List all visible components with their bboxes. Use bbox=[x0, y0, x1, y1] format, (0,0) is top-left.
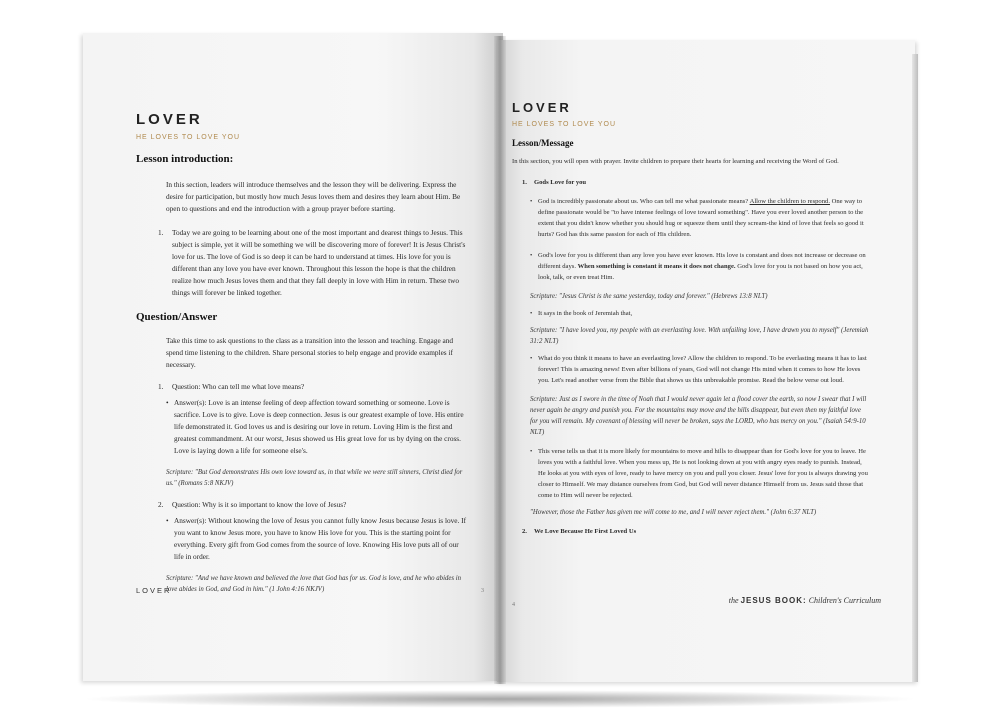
scripture-1-john: Scripture: "And we have known and believed the love that God has for us. God is love, and he who abides in love abides in God, and God in him." (1 John 4:16 NKJV) bbox=[166, 575, 462, 593]
point-number: 1. bbox=[522, 179, 527, 186]
answer-2 bbox=[166, 515, 466, 563]
item-text: Today we are going to be learning about one of the most important and dearest things to Jesus. This subject is simple, yet it will be something we will be discovering more of forever! It is Jesus Christ's love for us. The love of God is so deep it can be hard to understand at times. His love for you is different than any love you have ever known. Throughout this lesson the hope is that the children realize how much Jesus loves them and that they fall deeply in love with Him in return. These two things will forever be linked together. bbox=[172, 228, 466, 297]
question-answer-heading: Question/Answer bbox=[136, 311, 218, 323]
answer-1 bbox=[166, 397, 466, 457]
bullet-text-main: God's love for you is different than any love you have ever known. His love is constant and does not increase or decrease on different days. bbox=[538, 252, 866, 270]
question-2 bbox=[158, 499, 466, 511]
bullet: • bbox=[166, 516, 169, 525]
bullet-text: What do you think it means to have an everlasting love? Allow the children to respond. To be everlasting means it has to last forever! This is amazing news! Even after billions of years, God will not change His mind when it comes to how He loves you. Let's read another verse from the Bible that shows us this unbreakable promise. Read the below verse out loud. bbox=[538, 355, 867, 384]
point-2 bbox=[522, 526, 870, 537]
bullet: • bbox=[166, 398, 169, 407]
lesson-message-heading: Lesson/Message bbox=[512, 138, 574, 148]
lesson-introduction-heading: Lesson introduction: bbox=[136, 153, 234, 165]
point-title: We Love Because He First Loved Us bbox=[534, 528, 637, 535]
book-spine bbox=[494, 36, 506, 684]
answer-text: Answer(s): Love is an intense feeling of deep affection toward something or someone. Love is sacrifice. Love is to give. Love is deep connection. Jesus is our greatest example of love. His entire life demonstrated it. God loves us and is desiring our love in return. Loving Him is the first and greatest commandment. At our worst, Jesus showed us His great love for us by dying on the cross. Love is laying down a life for someone else's. bbox=[174, 398, 464, 455]
scripture-hebrews: Scripture: "Jesus Christ is the same yesterday, today and forever." (Hebrews 13:8 NLT) bbox=[530, 293, 768, 300]
bullet: • bbox=[530, 252, 533, 259]
point-number: 2. bbox=[522, 528, 527, 535]
scripture-isaiah: Scripture: Just as I swore in the time of Noah that I would never again let a flood cover the earth, so now I swear that I will never again be angry and punish you. For the mountains may move and the hills disappear, but even then my faithful love for you will remain. My covenant of blessing will never be broken, says the LORD, who has mercy on you." (Isaiah 54:9-10 NLT) bbox=[530, 396, 867, 436]
left-brand-title: LOVER bbox=[136, 111, 203, 128]
footer-subtitle: Children's Curriculum bbox=[808, 596, 881, 605]
question-1 bbox=[158, 381, 466, 393]
bold-definition: When something is constant it means it does not change. bbox=[577, 263, 736, 270]
intro-item-1 bbox=[158, 227, 466, 299]
bullet-mountains bbox=[530, 446, 870, 501]
question-number: 1. bbox=[158, 382, 164, 391]
question-number: 2. bbox=[158, 500, 164, 509]
bullet-text bbox=[538, 250, 870, 283]
bullet-text bbox=[538, 196, 870, 240]
bullet: • bbox=[530, 448, 533, 455]
item-number: 1. bbox=[158, 228, 164, 237]
right-page-number: 4 bbox=[512, 602, 515, 608]
footer-the: the bbox=[728, 596, 739, 605]
right-brand-subtitle: HE LOVES TO LOVE YOU bbox=[512, 121, 617, 128]
right-brand-title: LOVER bbox=[512, 100, 572, 115]
bullet-text-main: God is incredibly passionate about us. Who can tell me what passionate means? bbox=[538, 198, 749, 205]
bullet-text-rest: God's love for you is not based on how you act, look, talk, or even treat Him. bbox=[538, 263, 863, 281]
scripture-john: "However, those the Father has given me will come to me, and I will never reject them." (John 6:37 NLT) bbox=[530, 509, 817, 516]
intro-paragraph: In this section, leaders will introduce themselves and the lesson they will be delivering. Express the desire for participation, but mostly how much Jesus loves them and desires they learn about Him. Be open to questions and end the introduction with a group prayer before starting. bbox=[166, 180, 461, 213]
question-text: Question: Why is it so important to know the love of Jesus? bbox=[172, 500, 347, 509]
bullet-text: It says in the book of Jeremiah that, bbox=[538, 310, 633, 317]
bullet: • bbox=[530, 355, 533, 362]
scripture-romans: Scripture: "But God demonstrates His own love toward us, in that while we were still sinners, Christ died for us." (Romans 5:8 NKJV) bbox=[166, 469, 463, 487]
left-page-number: 3 bbox=[481, 588, 484, 594]
bullet-passionate bbox=[530, 196, 870, 240]
scripture-jeremiah: Scripture: "I have loved you, my people with an everlasting love. With unfailing love, I have drawn you to myself" (Jeremiah 31:2 NLT) bbox=[530, 327, 869, 345]
bullet-text-rest: One way to define passionate would be "to have intense feelings of love toward something". Have you ever loved another person to the extent that you didn't know whether you should hug or squeeze them until they scream-the kind of love that feels so good it hurts? God has this same passion for each of His children. bbox=[538, 198, 864, 238]
book-footer bbox=[729, 596, 881, 605]
point-title: Gods Love for you bbox=[534, 179, 587, 186]
answer-text: Answer(s): Without knowing the love of Jesus you cannot fully know Jesus because Jesus is love. If you want to know Jesus more, you have to know His love for you. This is the starting point for everything. Every gift from God comes from the source of love. Knowing His love puts all of our life in order. bbox=[174, 516, 467, 561]
bullet-jeremiah bbox=[530, 308, 870, 319]
page-edge bbox=[912, 54, 918, 682]
bullet-text: This verse tells us that it is more likely for mountains to move and hills to disappear than for God's love for you to leave. He loves you with a faithful love. When you mess up, He is not looking down at you with angry eyes ready to punish. Instead, He looks at you with eyes of love, ready to have mercy on you and pull you closer. Jesus' love for you is always drawing you closer to Himself. We may distance ourselves from God, but God will never distance Himself from us. Jesus said those that come to Him will never be rejected. bbox=[538, 448, 868, 499]
bullet: • bbox=[530, 198, 533, 205]
right-page bbox=[497, 40, 915, 682]
qa-intro-paragraph: Take this time to ask questions to the class as a transition into the lesson and teaching. Engage and spend time listening to the children. Share personal stories to help engage and provide examples if necessary. bbox=[166, 336, 454, 369]
bullet-constant bbox=[530, 250, 870, 283]
bullet: • bbox=[530, 310, 533, 317]
point-1 bbox=[522, 177, 870, 188]
question-text: Question: Who can tell me what love means? bbox=[172, 382, 305, 391]
left-footer-title: LOVER bbox=[136, 586, 172, 595]
footer-book-title: JESUS BOOK: bbox=[740, 596, 807, 605]
left-brand-subtitle: HE LOVES TO LOVE YOU bbox=[136, 134, 241, 141]
book-shadow bbox=[80, 690, 920, 708]
left-page bbox=[83, 33, 503, 681]
bullet-everlasting bbox=[530, 353, 870, 386]
message-intro: In this section, you will open with prayer. Invite children to prepare their hearts for learning and receiving the Word of God. bbox=[512, 158, 839, 165]
instruction-underlined: Allow the children to respond. bbox=[749, 198, 830, 205]
